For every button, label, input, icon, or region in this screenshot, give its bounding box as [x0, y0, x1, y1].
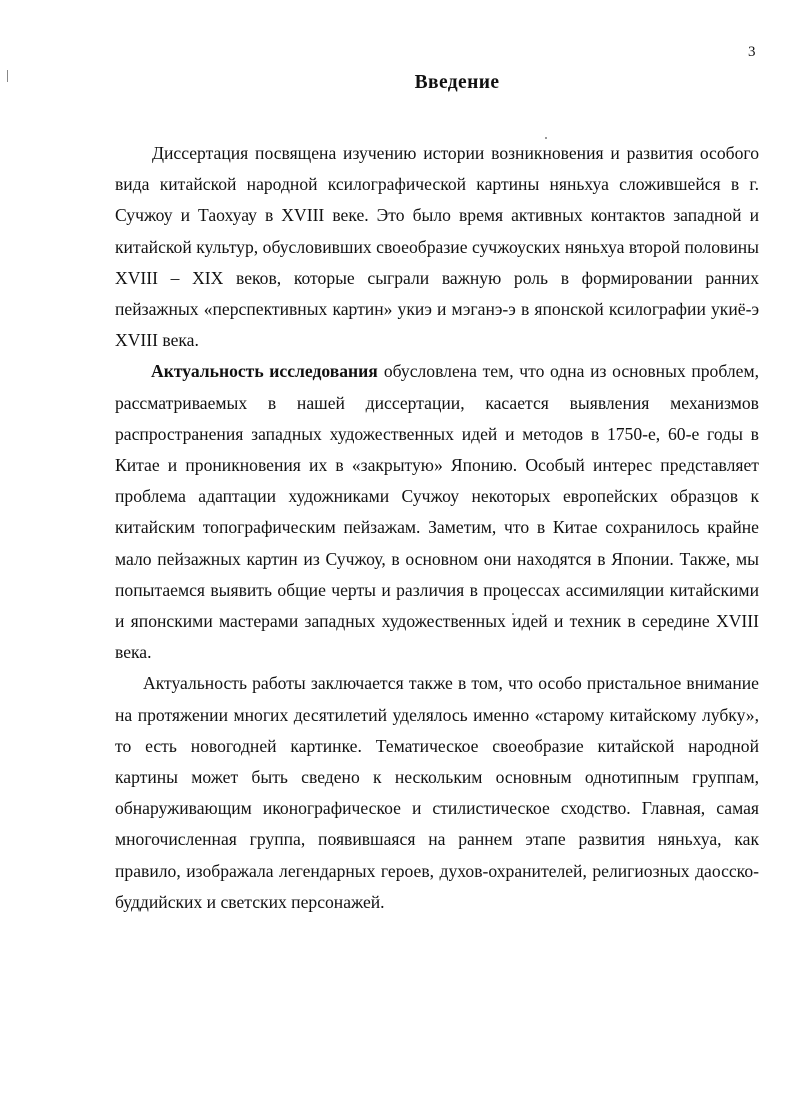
relevance-text: обусловлена тем, что одна из основных проблем, рассматриваемых в нашей диссертации, касается выявления механизмов распространения западных художественных идей и методов в 1750-е, 60-е годы в Китае и проникновения их в «закрытую» Японию. Особый интерес представляет проблема адаптации художниками Сучжоу некоторых европейских образцов к китайским топографическим пейзажам. Заметим, что в Китае сохранилось крайне мало пейзажных картин из Сучжоу, в основном они находятся в Японии. Также, мы попытаемся выявить общие черты и различия в процессах ассимиляции китайскими и японскими мастерами западных художественных идей и техник в середине XVIII века. [115, 361, 759, 663]
paragraph-introduction: Диссертация посвящена изучению истории возникновения и развития особого вида китайской народной ксилографической картины няньхуа сложившейся в г. Сучжоу и Таохуау в XVIII веке. Это было время активных контактов западной и китайской культур, обусловивших своеобразие сучжоуских няньхуа второй половины XVIII – XIX веков, которые сыграли важную роль в формировании ранних пейзажных «перспективных картин» укиэ и мэганэ-э в японской ксилографии укиё-э XVIII века. [115, 143, 759, 351]
page-number: 3 [748, 44, 756, 60]
document-body [115, 138, 759, 918]
relevance-heading: Актуальность исследования [151, 361, 378, 382]
page-title: Введение [414, 72, 500, 93]
paragraph-relevance-continued: Актуальность работы заключается также в том, что особо пристальное внимание на протяжении многих десятилетий уделялось именно «старому китайскому лубку», то есть новогодней картинке. Тематическое своеобразие китайской народной картины может быть сведено к нескольким основным однотипным группам, обнаруживающим иконографическое и стилистическое сходство. Главная, самая многочисленная группа, появившаяся на раннем этапе развития няньхуа, как правило, изображала легендарных героев, духов-охранителей, религиозных даосско-буддийских и светских персонажей. [115, 673, 759, 912]
scan-margin-mark [7, 70, 8, 82]
paragraph-relevance [115, 356, 759, 668]
